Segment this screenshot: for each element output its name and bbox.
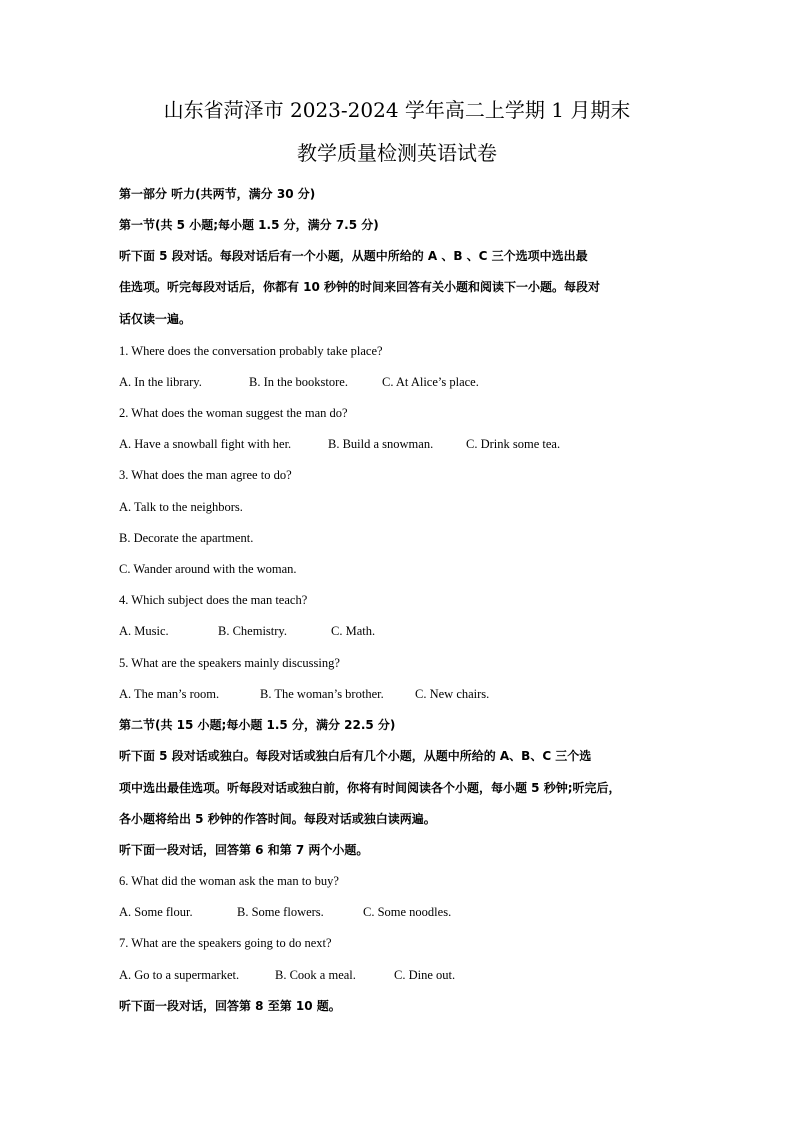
option-a: A. In the library. xyxy=(119,375,202,389)
question-2: 2. What does the woman suggest the man do? xyxy=(119,406,348,420)
question-3-option-b: B. Decorate the apartment. xyxy=(119,531,254,545)
option-c: C. At Alice’s place. xyxy=(382,375,479,389)
option-c: C. Some noodles. xyxy=(363,905,452,919)
exam-title-line1: 山东省菏泽市 2023-2024 学年高二上学期 1 月期末 xyxy=(163,98,631,122)
option-b: B. In the bookstore. xyxy=(249,375,348,389)
option-a: A. Have a snowball fight with her. xyxy=(119,437,292,451)
option-c: C. Drink some tea. xyxy=(466,437,561,451)
section2-instructions-line3: 各小题将给出 5 秒钟的作答时间。每段对话或独白读两遍。 xyxy=(119,812,436,826)
option-c: C. New chairs. xyxy=(415,687,490,701)
dialog-8-10-heading: 听下面一段对话，回答第 8 至第 10 题。 xyxy=(119,999,341,1013)
section2-heading: 第二节(共 15 小题;每小题 1.5 分，满分 22.5 分) xyxy=(119,718,396,732)
question-7: 7. What are the speakers going to do next? xyxy=(119,936,332,950)
option-b: B. Chemistry. xyxy=(218,624,287,638)
option-c: C. Dine out. xyxy=(394,968,456,982)
option-a: A. Music. xyxy=(119,624,169,638)
option-a: A. The man’s room. xyxy=(119,687,220,701)
option-a: A. Go to a supermarket. xyxy=(119,968,240,982)
exam-title-line2: 教学质量检测英语试卷 xyxy=(297,141,497,165)
section1-instructions-line1: 听下面 5 段对话。每段对话后有一个小题，从题中所给的 A 、B 、C 三个选项中选出最 xyxy=(119,249,588,263)
section1-instructions-line3: 话仅读一遍。 xyxy=(119,312,192,326)
question-1: 1. Where does the conversation probably take place? xyxy=(119,344,383,358)
section2-instructions-line2: 项中选出最佳选项。听每段对话或独白前，你将有时间阅读各个小题，每小题 5 秒钟;听完后， xyxy=(119,781,621,795)
question-3-option-c: C. Wander around with the woman. xyxy=(119,562,297,576)
question-3: 3. What does the man agree to do? xyxy=(119,468,292,482)
question-6: 6. What did the woman ask the man to buy? xyxy=(119,874,339,888)
section2-instructions-line1: 听下面 5 段对话或独白。每段对话或独白后有几个小题，从题中所给的 A、B、C 三个选 xyxy=(119,749,592,763)
option-b: B. Build a snowman. xyxy=(328,437,434,451)
question-3-option-a: A. Talk to the neighbors. xyxy=(119,500,243,514)
dialog-6-7-heading: 听下面一段对话，回答第 6 和第 7 两个小题。 xyxy=(119,843,369,857)
section1-instructions-line2: 佳选项。听完每段对话后，你都有 10 秒钟的时间来回答有关小题和阅读下一小题。每段对 xyxy=(119,280,601,294)
option-b: B. Cook a meal. xyxy=(275,968,356,982)
option-c: C. Math. xyxy=(331,624,376,638)
option-b: B. The woman’s brother. xyxy=(260,687,384,701)
question-4: 4. Which subject does the man teach? xyxy=(119,593,308,607)
part1-heading: 第一部分 听力(共两节，满分 30 分) xyxy=(119,187,316,201)
option-b: B. Some flowers. xyxy=(237,905,324,919)
question-5: 5. What are the speakers mainly discussing? xyxy=(119,656,340,670)
section1-heading: 第一节(共 5 小题;每小题 1.5 分，满分 7.5 分) xyxy=(119,218,379,232)
option-a: A. Some flour. xyxy=(119,905,193,919)
